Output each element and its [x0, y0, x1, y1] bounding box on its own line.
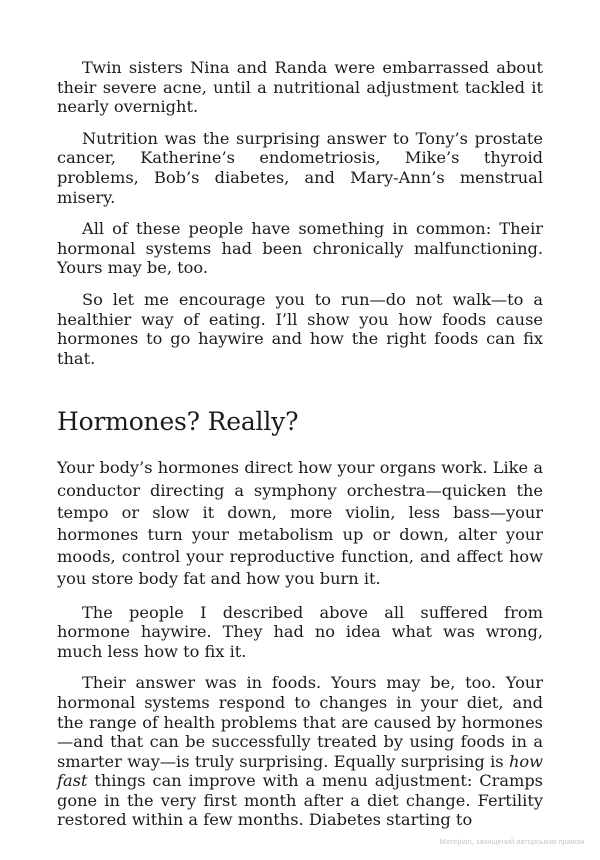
paragraph-answer-foods — [57, 673, 543, 830]
paragraph-hormone-haywire: The people I described above all suffered from hormone haywire. They had no idea what was wrong, much less how to fix it. — [57, 602, 543, 661]
paragraph-common: All of these people have something in common: Their hormonal systems had been chronically malfunctioning. Yours may be, too. — [57, 219, 543, 278]
paragraph-encourage: So let me encourage you to run—do not walk—to a healthier way of eating. I’ll show you how foods cause hormones to go haywire and how the right foods can fix that. — [57, 289, 543, 368]
emphasis-how-fast: how fast — [57, 751, 543, 791]
book-page — [57, 58, 543, 830]
text-before-emphasis: Their answer was in foods. Yours may be, too. Your hormonal systems respond to changes in your diet, and the range of health problems that are caused by hormones—and that can be successfully treated by using foods in a smarter way—is truly surprising. Equally surprising is — [57, 673, 543, 771]
section-heading: Hormones? Really? — [57, 407, 299, 437]
paragraph-hormones-direct: Your body’s hormones direct how your organs work. Like a conductor directing a symphony orchestra—quicken the tempo or slow it down, more violin, less bass—your hormones turn your metabolism up or down, alter your moods, control your reproductive function, and affect how you store body fat and how you burn it. — [57, 458, 543, 589]
paragraph-nina-randa: Twin sisters Nina and Randa were embarrassed about their severe acne, until a nutritional adjustment tackled it nearly overnight. — [57, 58, 543, 117]
paragraph-nutrition-answer: Nutrition was the surprising answer to Tony’s prostate cancer, Katherine’s endometriosis, Mike’s thyroid problems, Bob’s diabetes, and Mary-Ann’s menstrual misery. — [57, 128, 543, 207]
text-after-emphasis: things can improve with a menu adjustment: Cramps gone in the very first month after a diet change. Fertility restored within a few months. Diabetes starting to — [57, 771, 543, 830]
copyright-watermark: Матеріал, захищений авторським правом — [439, 837, 584, 846]
